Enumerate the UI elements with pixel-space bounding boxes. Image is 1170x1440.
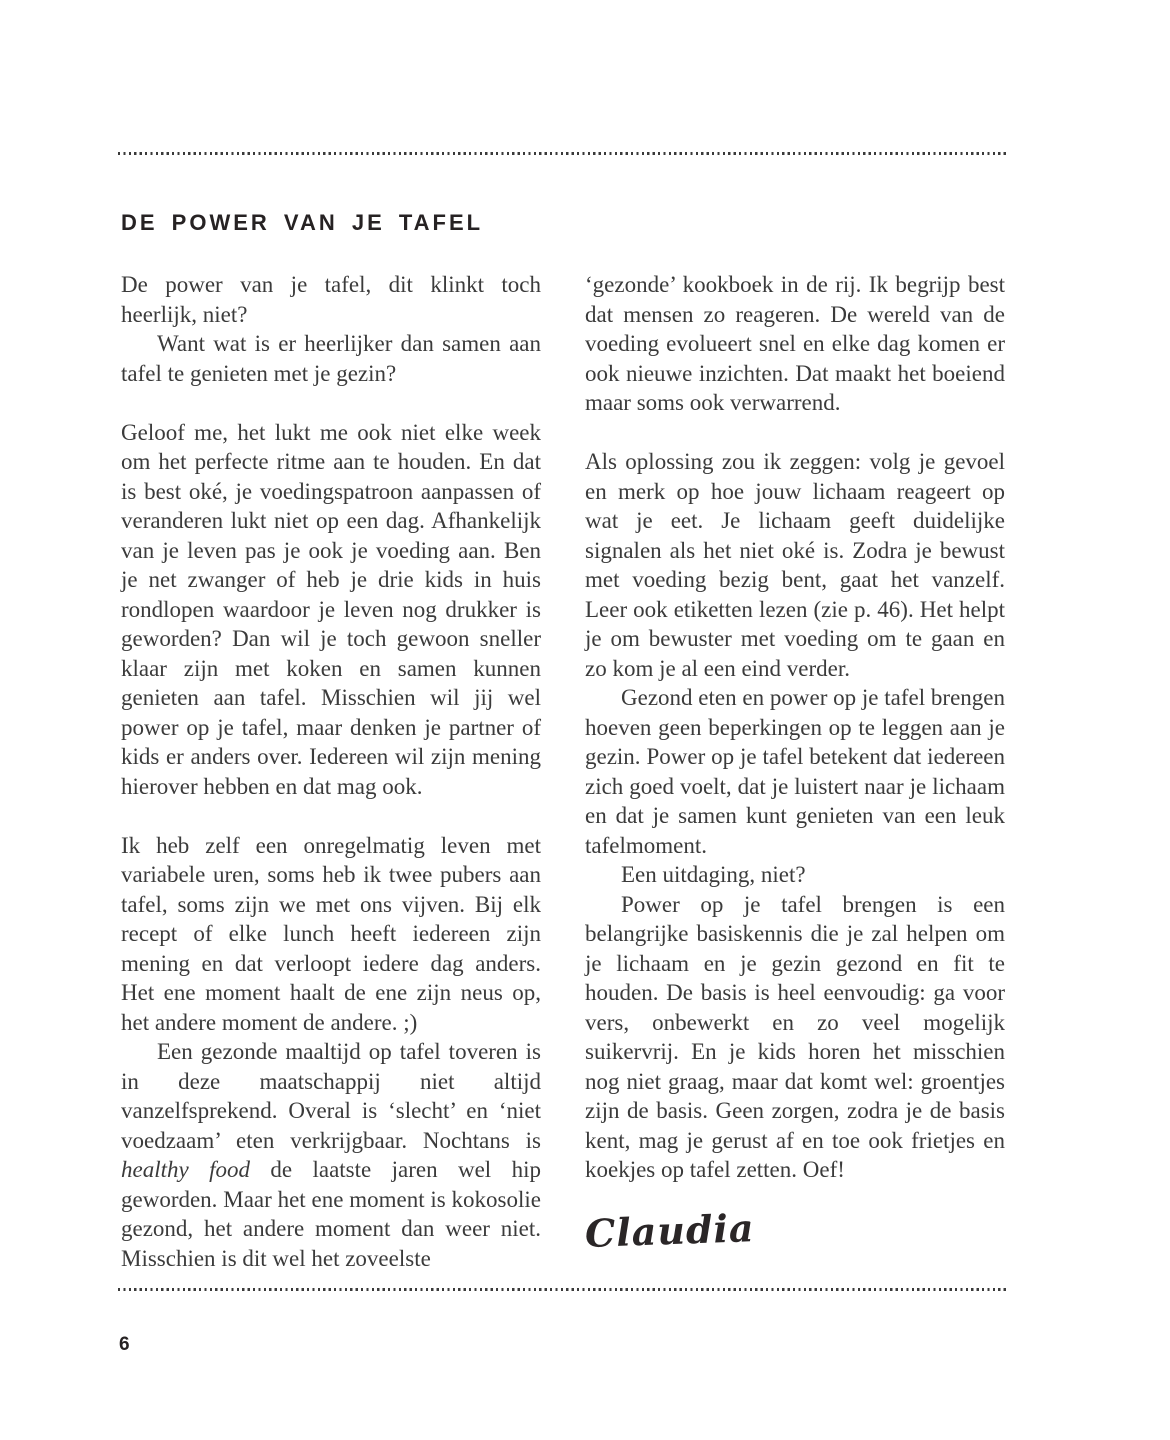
author-signature: Claudia: [584, 1204, 756, 1256]
paragraph: [585, 890, 1005, 1185]
paragraph: [585, 683, 1005, 860]
paragraph-gap: [121, 388, 541, 418]
paragraph: [585, 270, 1005, 418]
right-column: [585, 270, 1005, 1273]
text-run: Een gezonde maaltijd op tafel toveren is in deze maatschappij niet altijd vanzelfsprekend. Overal is ‘slecht’ en ‘niet voedzaam’ eten verkrijgbaar. Nochtans is: [121, 1039, 541, 1153]
bottom-dotted-rule: [118, 1288, 1007, 1291]
chapter-heading: DE POWER VAN JE TAFEL: [121, 210, 484, 235]
paragraph-gap: [121, 801, 541, 831]
paragraph: [121, 1037, 541, 1273]
paragraph: [585, 447, 1005, 683]
paragraph: [585, 860, 1005, 890]
page-number: 6: [119, 1334, 130, 1355]
paragraph: [121, 831, 541, 1038]
text-run: ‘gezonde’ kookboek in de rij. Ik begrijp best dat mensen zo reageren. De wereld van de voeding evolueert snel en elke dag komen er ook nieuwe inzichten. Dat maakt het boeiend maar soms ook verwarrend.: [585, 272, 1005, 415]
top-dotted-rule: [118, 152, 1007, 155]
text-run: de laatste jaren wel hip geworden. Maar het ene moment is kokosolie gezond, het andere moment dan weer niet. Misschien is dit wel het zoveelste: [121, 1157, 541, 1271]
paragraph: [121, 418, 541, 802]
text-run: Ik heb zelf een onregelmatig leven met variabele uren, soms heb ik twee pubers aan tafel, soms zijn we met ons vijven. Bij elk recept of elke lunch heeft iedereen zijn mening en dat verloopt iedere dag anders. Het ene moment haalt de ene zijn neus op, het andere moment de andere. ;): [121, 832, 541, 1035]
text-run: Gezond eten en power op je tafel brengen hoeven geen beperkingen op te leggen aan je gezin. Power op je tafel betekent dat iedereen zich goed voelt, dat je luistert naar je lichaam en dat je samen kunt genieten van een leuk tafelmoment.: [585, 685, 1005, 858]
paragraph: [121, 270, 541, 329]
paragraph-gap: [585, 418, 1005, 448]
text-run: Als oplossing zou ik zeggen: volg je gevoel en merk op hoe jouw lichaam reageert op wat je eet. Je lichaam geeft duidelijke signalen als het niet oké is. Zodra je bewust met voeding bezig bent, gaat het vanzelf. Leer ook etiketten lezen (zie p. 46). Het helpt je om bewuster met voeding om te gaan en zo kom je al een eind verder.: [585, 449, 1005, 681]
text-run: De power van je tafel, dit klinkt toch heerlijk, niet?: [121, 272, 541, 327]
left-column: [121, 270, 541, 1273]
article-body: [121, 270, 1005, 1273]
text-run: Power op je tafel brengen is een belangrijke basiskennis die je zal helpen om je lichaam en je gezin gezond en fit te houden. De basis is heel eenvoudig: ga voor vers, onbewerkt en zo veel mogelijk suikervrij. En je kids horen het misschien nog niet graag, maar dat komt wel: groentjes zijn de basis. Geen zorgen, zodra je de basis kent, mag je gerust af en toe ook frietjes en koekjes op tafel zetten. Oef!: [585, 891, 1005, 1182]
text-run: Want wat is er heerlijker dan samen aan tafel te genieten met je gezin?: [121, 331, 541, 386]
paragraph: [121, 329, 541, 388]
italic-text: healthy food: [121, 1157, 250, 1182]
text-run: Geloof me, het lukt me ook niet elke week om het perfecte ritme aan te houden. En dat is best oké, je voedingspatroon aanpassen of veranderen lukt niet op een dag. Afhankelijk van je leven pas je ook je voeding aan. Ben je net zwanger of heb je drie kids in huis rondlopen waardoor je leven nog drukker is geworden? Dan wil je toch gewoon sneller klaar zijn met koken en samen kunnen genieten aan tafel. Misschien wil jij wel power op je tafel, maar denken je partner of kids er anders over. Iedereen wil zijn mening hierover hebben en dat mag ook.: [121, 419, 541, 799]
text-run: Een uitdaging, niet?: [621, 862, 806, 887]
